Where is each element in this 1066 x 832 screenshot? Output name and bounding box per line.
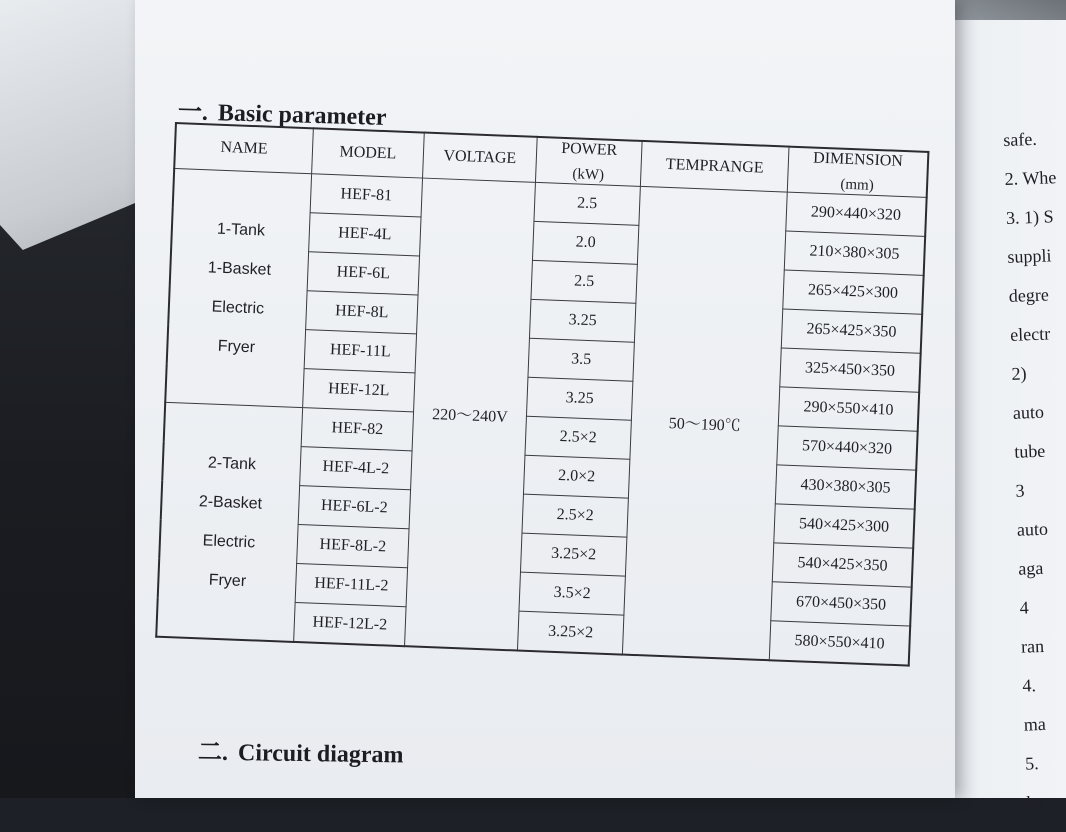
temprange-cell: 50～190℃ bbox=[622, 186, 787, 660]
header-dimension-unit: (mm) bbox=[840, 176, 875, 194]
power-cell: 3.25 bbox=[529, 299, 635, 342]
fragment-line: degre bbox=[1008, 284, 1050, 306]
model-cell: HEF-4L-2 bbox=[300, 447, 412, 490]
model-cell: HEF-11L-2 bbox=[295, 563, 407, 606]
fragment-line: 2) bbox=[1011, 363, 1027, 384]
fragment-line: 5. bbox=[1024, 753, 1039, 774]
dimension-cell: 265×425×350 bbox=[781, 309, 922, 353]
fragment-line: 4. bbox=[1022, 675, 1037, 696]
fragment-line: suppli bbox=[1007, 245, 1052, 267]
group-name-line: 2-Basket bbox=[198, 492, 263, 513]
dimension-cell: 290×440×320 bbox=[786, 192, 927, 236]
section-heading-circuit-diagram bbox=[198, 732, 404, 770]
group-name-line: 2-Tank bbox=[207, 454, 257, 473]
group-name-2-tank bbox=[156, 402, 302, 642]
power-cell: 3.5 bbox=[528, 338, 634, 381]
power-cell: 2.0 bbox=[532, 221, 638, 264]
fragment-line: ma bbox=[1023, 713, 1047, 735]
model-cell: HEF-11L bbox=[304, 330, 416, 373]
power-cell: 2.5 bbox=[531, 260, 637, 303]
dimension-cell: 265×425×300 bbox=[783, 270, 924, 314]
power-cell: 3.25 bbox=[526, 377, 632, 420]
dimension-cell: 210×380×305 bbox=[784, 231, 925, 275]
fragment-line: 2. Whe bbox=[1004, 167, 1057, 189]
section-number: 一. bbox=[177, 99, 209, 126]
header-power-unit: (kW) bbox=[572, 165, 605, 184]
section-number: 二. bbox=[197, 739, 229, 766]
fragment-line: ha bbox=[1026, 792, 1044, 813]
parameter-table bbox=[155, 122, 929, 667]
fragment-line: auto bbox=[1016, 518, 1049, 540]
section-title: Basic parameter bbox=[217, 100, 387, 131]
fragment-line: auto bbox=[1012, 401, 1045, 423]
model-cell: HEF-12L-2 bbox=[294, 602, 406, 646]
model-cell: HEF-82 bbox=[301, 408, 413, 451]
header-power bbox=[535, 137, 642, 186]
model-cell: HEF-4L bbox=[309, 213, 421, 256]
dimension-cell: 430×380×305 bbox=[775, 465, 916, 509]
power-cell: 2.5×2 bbox=[525, 416, 631, 459]
model-cell: HEF-6L bbox=[307, 252, 419, 295]
group-name-line: Fryer bbox=[208, 571, 247, 590]
dimension-cell: 570×440×320 bbox=[777, 426, 918, 470]
fragment-line: ran bbox=[1020, 635, 1045, 657]
group-name-1-tank bbox=[165, 169, 311, 408]
fragment-line: 4 bbox=[1019, 597, 1030, 618]
power-cell: 3.5×2 bbox=[519, 572, 625, 615]
header-voltage: VOLTAGE bbox=[423, 133, 538, 183]
model-cell: HEF-8L bbox=[306, 291, 418, 334]
header-dimension bbox=[787, 147, 928, 198]
header-model: MODEL bbox=[312, 128, 425, 178]
dimension-cell: 540×425×300 bbox=[774, 504, 915, 548]
header-power-label: POWER bbox=[560, 139, 618, 159]
fragment-line: safe. bbox=[1003, 128, 1038, 150]
power-cell: 3.25×2 bbox=[517, 611, 623, 655]
fragment-line: electr bbox=[1009, 323, 1051, 345]
group-name-line: Electric bbox=[211, 298, 265, 318]
model-cell: HEF-12L bbox=[303, 369, 415, 412]
fragment-line: tube bbox=[1013, 440, 1046, 462]
power-cell: 2.5×2 bbox=[522, 494, 628, 537]
model-cell: HEF-6L-2 bbox=[298, 486, 410, 529]
group-name-line: Fryer bbox=[217, 337, 256, 356]
dimension-cell: 670×450×350 bbox=[771, 582, 912, 626]
fragment-line: 3 bbox=[1015, 480, 1025, 501]
parameter-table-wrapper bbox=[155, 122, 929, 667]
model-cell: HEF-8L-2 bbox=[297, 525, 409, 568]
fragment-line: aga bbox=[1017, 557, 1044, 579]
dimension-cell: 290×550×410 bbox=[778, 387, 919, 431]
group-name-line: Electric bbox=[202, 531, 256, 551]
dimension-cell: 325×450×350 bbox=[780, 348, 921, 392]
dimension-cell: 540×425×350 bbox=[772, 543, 913, 587]
header-dimension-label: DIMENSION bbox=[812, 149, 904, 170]
model-cell: HEF-81 bbox=[310, 174, 422, 217]
section-title: Circuit diagram bbox=[237, 740, 404, 769]
header-temprange: TEMPRANGE bbox=[640, 141, 789, 192]
power-cell: 2.0×2 bbox=[523, 455, 629, 498]
power-cell: 3.25×2 bbox=[520, 533, 626, 576]
fragment-line: 3. 1) S bbox=[1005, 206, 1054, 228]
header-name: NAME bbox=[174, 123, 313, 174]
group-name-line: 1-Tank bbox=[216, 220, 266, 240]
power-cell: 2.5 bbox=[534, 182, 640, 225]
dimension-cell: 580×550×410 bbox=[769, 621, 910, 666]
voltage-cell: 220～240V bbox=[405, 178, 536, 650]
group-name-line: 1-Basket bbox=[207, 258, 272, 279]
